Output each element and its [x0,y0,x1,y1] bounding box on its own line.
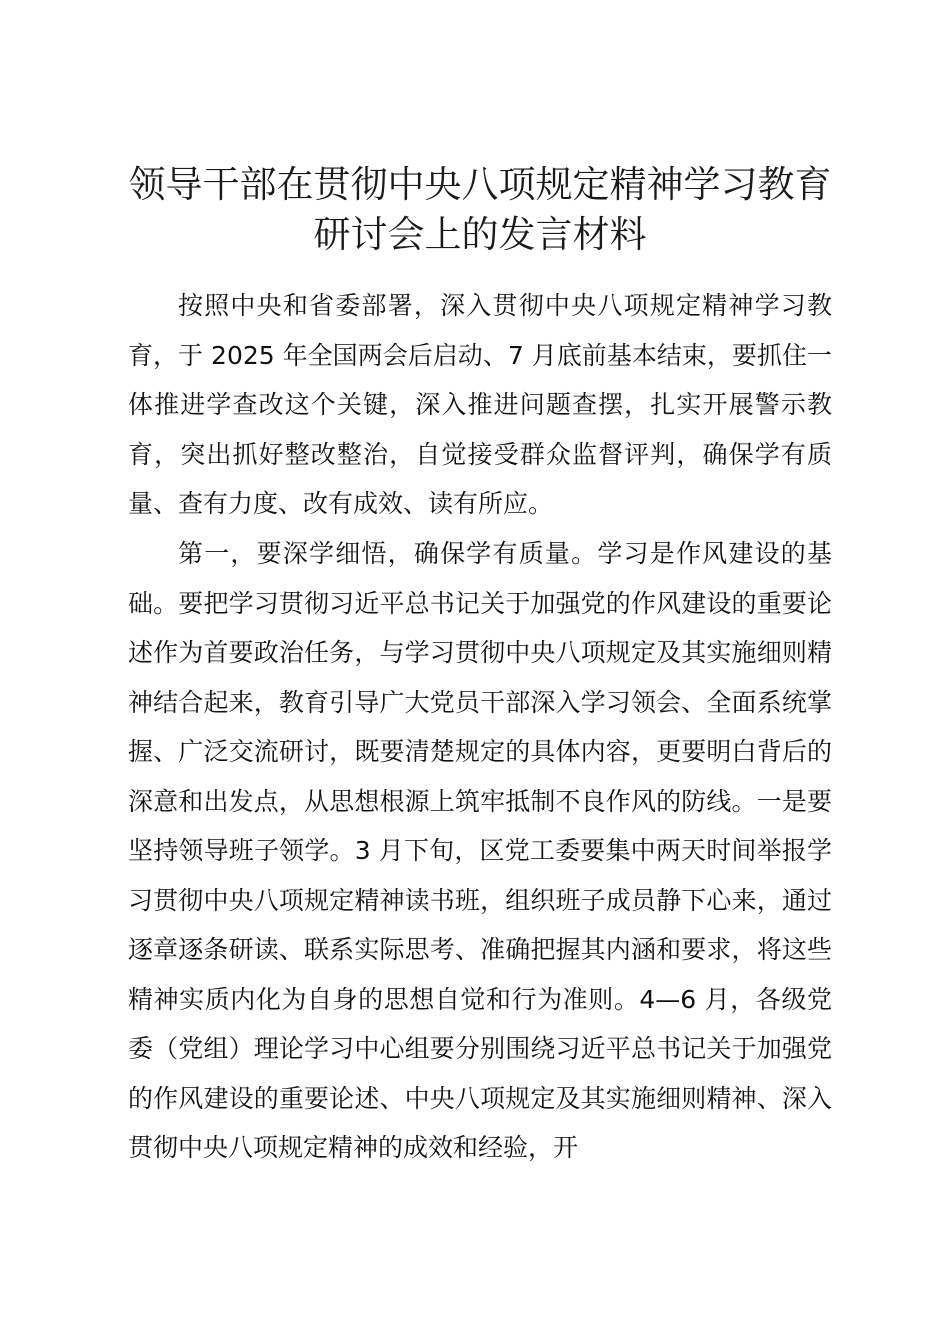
document-title: 领导干部在贯彻中央八项规定精神学习教育研讨会上的发言材料 [128,163,832,256]
paragraph-intro: 按照中央和省委部署，深入贯彻中央八项规定精神学习教育，于 2025 年全国两会后启动、7 月底前基本结束，要抓住一体推进学查改这个关键，深入推进问题查摆，扎实开展警示教育，突出抓好整改整治，自觉接受群众监督评判，确保学有质量、查有力度、改有成效、读有所应。 [128,291,832,518]
paragraph-first-point: 第一，要深学细悟，确保学有质量。学习是作风建设的基础。要把学习贯彻习近平总书记关于加强党的作风建设的重要论述作为首要政治任务，与学习贯彻中央八项规定及其实施细则精神结合起来，教育引导广大党员干部深入学习领会、全面系统掌握、广泛交流研讨，既要清楚规定的具体内容，更要明白背后的深意和出发点，从思想根源上筑牢抵制不良作风的防线。一是要坚持领导班子领学。3 月下旬，区党工委要集中两天时间举报学习贯彻中央八项规定精神读书班，组织班子成员静下心来，通过逐章逐条研读、联系实际思考、准确把握其内涵和要求，将这些精神实质内化为自身的思想自觉和行为准则。4—6 月，各级党委（党组）理论学习中心组要分别围绕习近平总书记关于加强党的作风建设的重要论述、中央八项规定及其实施细则精神、深入贯彻中央八项规定精神的成效和经验，开 [128,539,832,1162]
